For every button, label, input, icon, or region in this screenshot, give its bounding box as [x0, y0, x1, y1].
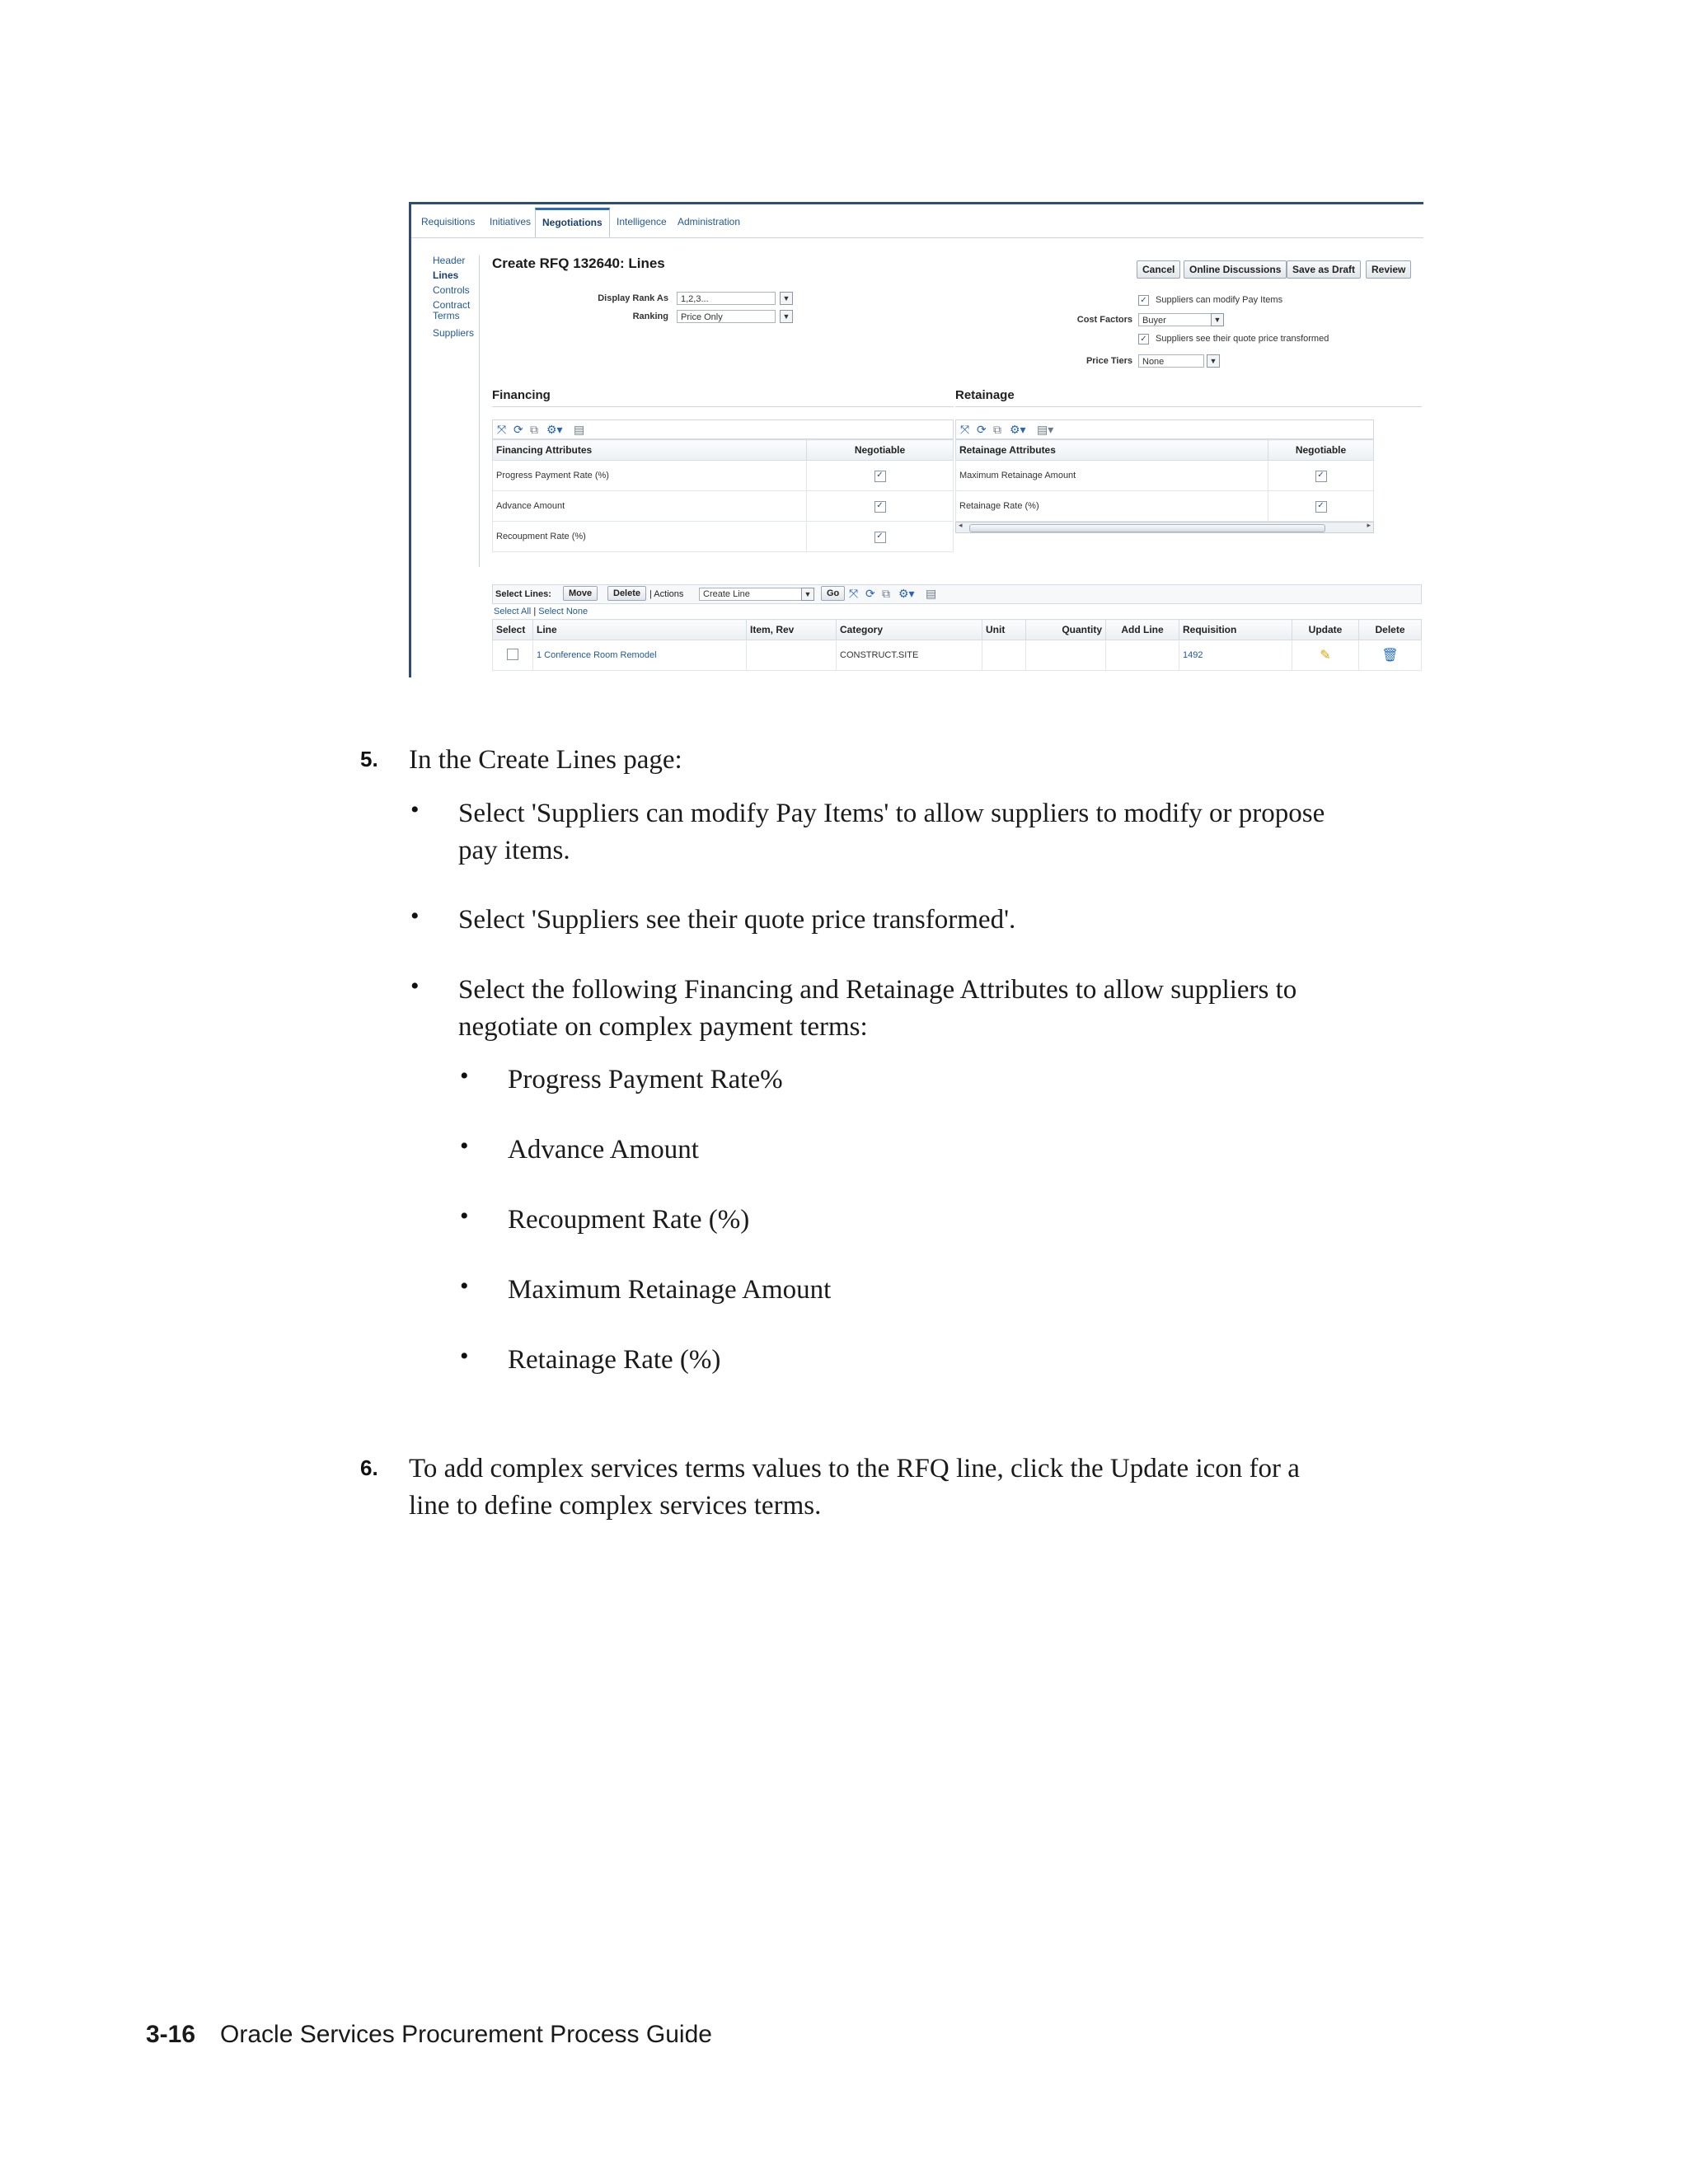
refresh-icon[interactable]: ⟳ [865, 587, 875, 600]
section-divider [955, 406, 1422, 407]
columns-icon[interactable]: ▤ [574, 423, 585, 436]
save-as-draft-button[interactable]: Save as Draft [1287, 260, 1361, 279]
lines-toolbar [492, 584, 1422, 604]
refresh-icon[interactable]: ⟳ [513, 423, 523, 436]
main-tab-bar [411, 204, 1423, 238]
col-update: Update [1292, 620, 1359, 640]
col-unit: Unit [982, 620, 1026, 640]
negotiable-checkbox[interactable]: ✓ [1315, 471, 1327, 482]
negotiable-header: Negotiable [1268, 440, 1374, 461]
col-quantity: Quantity [1026, 620, 1106, 640]
freeze-icon[interactable]: ⧉ [882, 587, 890, 600]
bullet-marker: • [460, 1272, 469, 1300]
section-divider [492, 406, 954, 407]
select-lines-label: Select Lines: [495, 589, 551, 599]
select-all-link[interactable]: Select All [494, 607, 532, 616]
dropdown-arrow-icon[interactable]: ▼ [780, 310, 793, 323]
actions-label: | Actions [649, 589, 684, 599]
suppliers-modify-pay-items-label: Suppliers can modify Pay Items [1156, 295, 1283, 305]
category-cell: CONSTRUCT.SITE [837, 640, 982, 671]
dropdown-arrow-icon[interactable]: ▼ [1207, 354, 1220, 368]
sidenav-suppliers[interactable]: Suppliers [433, 327, 475, 339]
financing-attr-cell: Advance Amount [493, 491, 807, 522]
item-rev-cell [747, 640, 837, 671]
sidenav-controls[interactable]: Controls [433, 284, 470, 296]
cost-factors-label: Cost Factors [1076, 315, 1132, 325]
scroll-left-icon[interactable]: ◂ [959, 521, 963, 529]
col-select: Select [493, 620, 533, 640]
negotiable-checkbox[interactable]: ✓ [1315, 501, 1327, 513]
sub-bullet: Recoupment Rate (%) [508, 1205, 750, 1235]
quantity-cell [1026, 640, 1106, 671]
freeze-icon[interactable]: ⧉ [993, 423, 1001, 436]
negotiable-checkbox[interactable]: ✓ [874, 532, 886, 543]
table-row [956, 461, 1374, 491]
gear-icon[interactable]: ⚙▾ [1010, 423, 1026, 436]
price-tiers-field[interactable]: None [1138, 354, 1204, 368]
detach-icon[interactable]: ⤧ [497, 423, 507, 436]
select-none-link[interactable]: Select None [538, 607, 588, 616]
bullet-3-line1: Select the following Financing and Retainage Attributes to allow suppliers to [458, 975, 1297, 1005]
financing-attr-cell: Progress Payment Rate (%) [493, 461, 807, 491]
bullet-marker: • [460, 1202, 469, 1230]
scrollbar-thumb[interactable] [969, 524, 1325, 532]
sub-bullet: Maximum Retainage Amount [508, 1275, 832, 1305]
retainage-toolbar [955, 419, 1374, 439]
tab-administration[interactable]: Administration [678, 216, 741, 227]
table-row [493, 640, 1422, 671]
bullet-2: Select 'Suppliers see their quote price transformed'. [458, 905, 1016, 935]
line-link[interactable]: 1 Conference Room Remodel [533, 640, 747, 671]
lines-table [492, 619, 1422, 671]
price-tiers-label: Price Tiers [1085, 356, 1132, 366]
sub-bullet: Progress Payment Rate% [508, 1065, 783, 1094]
display-rank-as-label: Display Rank As [598, 293, 668, 303]
cancel-button[interactable]: Cancel [1137, 260, 1180, 279]
add-line-cell [1106, 640, 1179, 671]
table-row [493, 491, 954, 522]
bullet-marker: • [460, 1062, 469, 1090]
retainage-attr-cell: Maximum Retainage Amount [956, 461, 1268, 491]
table-row [493, 461, 954, 491]
freeze-icon[interactable]: ⧉ [530, 423, 538, 436]
page-footer [146, 2021, 712, 2049]
review-button[interactable]: Review [1366, 260, 1411, 279]
step-5-number: 5. [360, 747, 378, 771]
table-row [956, 491, 1374, 522]
actions-select[interactable]: Create Line [699, 588, 806, 601]
bullet-marker: • [410, 902, 420, 930]
bullet-3-line2: negotiate on complex payment terms: [458, 1012, 868, 1042]
dropdown-arrow-icon[interactable]: ▼ [801, 588, 814, 601]
financing-attributes-header: Financing Attributes [493, 440, 807, 461]
ranking-label: Ranking [632, 312, 668, 321]
online-discussions-button[interactable]: Online Discussions [1184, 260, 1287, 279]
retainage-attributes-header: Retainage Attributes [956, 440, 1268, 461]
col-category: Category [837, 620, 982, 640]
financing-toolbar [492, 419, 954, 439]
step-6-line2: line to define complex services terms. [409, 1491, 822, 1521]
page-number: 3-16 [146, 2021, 196, 2048]
detach-icon[interactable]: ⤧ [849, 587, 859, 600]
col-add-line: Add Line [1106, 620, 1179, 640]
bullet-1-line1: Select 'Suppliers can modify Pay Items' to allow suppliers to modify or propose [458, 799, 1325, 828]
unit-cell [982, 640, 1026, 671]
tab-requisitions[interactable]: Requisitions [421, 216, 476, 227]
financing-heading: Financing [492, 388, 551, 402]
sub-bullet: Retainage Rate (%) [508, 1345, 721, 1375]
scroll-right-icon[interactable]: ▸ [1367, 521, 1371, 529]
dropdown-arrow-icon[interactable]: ▼ [780, 292, 793, 305]
financing-table [492, 439, 954, 552]
sidenav-header[interactable]: Header [433, 255, 466, 266]
suppliers-modify-pay-items-checkbox[interactable]: ✓ [1138, 295, 1149, 306]
gear-icon[interactable]: ⚙▾ [898, 587, 915, 600]
trash-delete-icon[interactable]: 🗑 [1381, 649, 1399, 663]
bullet-marker: • [410, 796, 420, 823]
refresh-icon[interactable]: ⟳ [977, 423, 987, 436]
requisition-link[interactable]: 1492 [1179, 640, 1292, 671]
bullet-1-line2: pay items. [458, 836, 570, 865]
guide-title: Oracle Services Procurement Process Guide [220, 2021, 712, 2048]
tab-negotiations[interactable]: Negotiations [535, 208, 610, 237]
retainage-heading: Retainage [955, 388, 1015, 402]
sub-bullet: Advance Amount [508, 1135, 699, 1165]
row-select-checkbox[interactable] [507, 649, 518, 660]
financing-attr-cell: Recoupment Rate (%) [493, 522, 807, 552]
link-separator: | [533, 607, 537, 616]
bullet-marker: • [460, 1132, 469, 1160]
negotiable-checkbox[interactable]: ✓ [874, 501, 886, 513]
col-line: Line [533, 620, 747, 640]
page-title: Create RFQ 132640: Lines [492, 255, 665, 271]
step-5-text: In the Create Lines page: [409, 745, 682, 775]
side-navigation [411, 255, 480, 567]
columns-icon[interactable]: ▤ [926, 587, 937, 600]
sidenav-contract-terms[interactable]: Contract Terms [433, 299, 471, 321]
select-all-none [494, 607, 588, 616]
cost-factors-field[interactable]: Buyer [1138, 313, 1212, 326]
detach-icon[interactable]: ⤧ [960, 423, 970, 436]
step-6-line1: To add complex services terms values to the RFQ line, click the Update icon for a [409, 1454, 1300, 1483]
col-requisition: Requisition [1179, 620, 1292, 640]
retainage-table [955, 439, 1374, 522]
move-button[interactable]: Move [563, 586, 598, 601]
bullet-marker: • [410, 972, 420, 1000]
pencil-update-icon[interactable]: ✎ [1320, 649, 1331, 663]
dropdown-arrow-icon[interactable]: ▼ [1211, 313, 1224, 326]
suppliers-see-quote-checkbox[interactable]: ✓ [1138, 334, 1149, 344]
horizontal-scrollbar[interactable] [955, 522, 1374, 533]
delete-button[interactable]: Delete [607, 586, 646, 601]
col-delete: Delete [1359, 620, 1422, 640]
rfq-lines-screenshot [409, 202, 1423, 677]
columns-icon[interactable]: ▤▾ [1037, 423, 1054, 436]
tab-initiatives[interactable]: Initiatives [490, 216, 532, 227]
sidenav-lines[interactable]: Lines [433, 269, 459, 281]
negotiable-checkbox[interactable]: ✓ [874, 471, 886, 482]
tab-intelligence[interactable]: Intelligence [617, 216, 667, 227]
ranking-field[interactable]: Price Only [677, 310, 776, 323]
gear-icon[interactable]: ⚙▾ [546, 423, 563, 436]
retainage-attr-cell: Retainage Rate (%) [956, 491, 1268, 522]
negotiable-header: Negotiable [807, 440, 954, 461]
table-row [493, 522, 954, 552]
suppliers-see-quote-label: Suppliers see their quote price transformed [1156, 334, 1329, 344]
step-6-number: 6. [360, 1455, 378, 1480]
bullet-marker: • [460, 1343, 469, 1370]
display-rank-as-field[interactable]: 1,2,3... [677, 292, 776, 305]
go-button[interactable]: Go [821, 586, 845, 601]
col-item-rev: Item, Rev [747, 620, 837, 640]
